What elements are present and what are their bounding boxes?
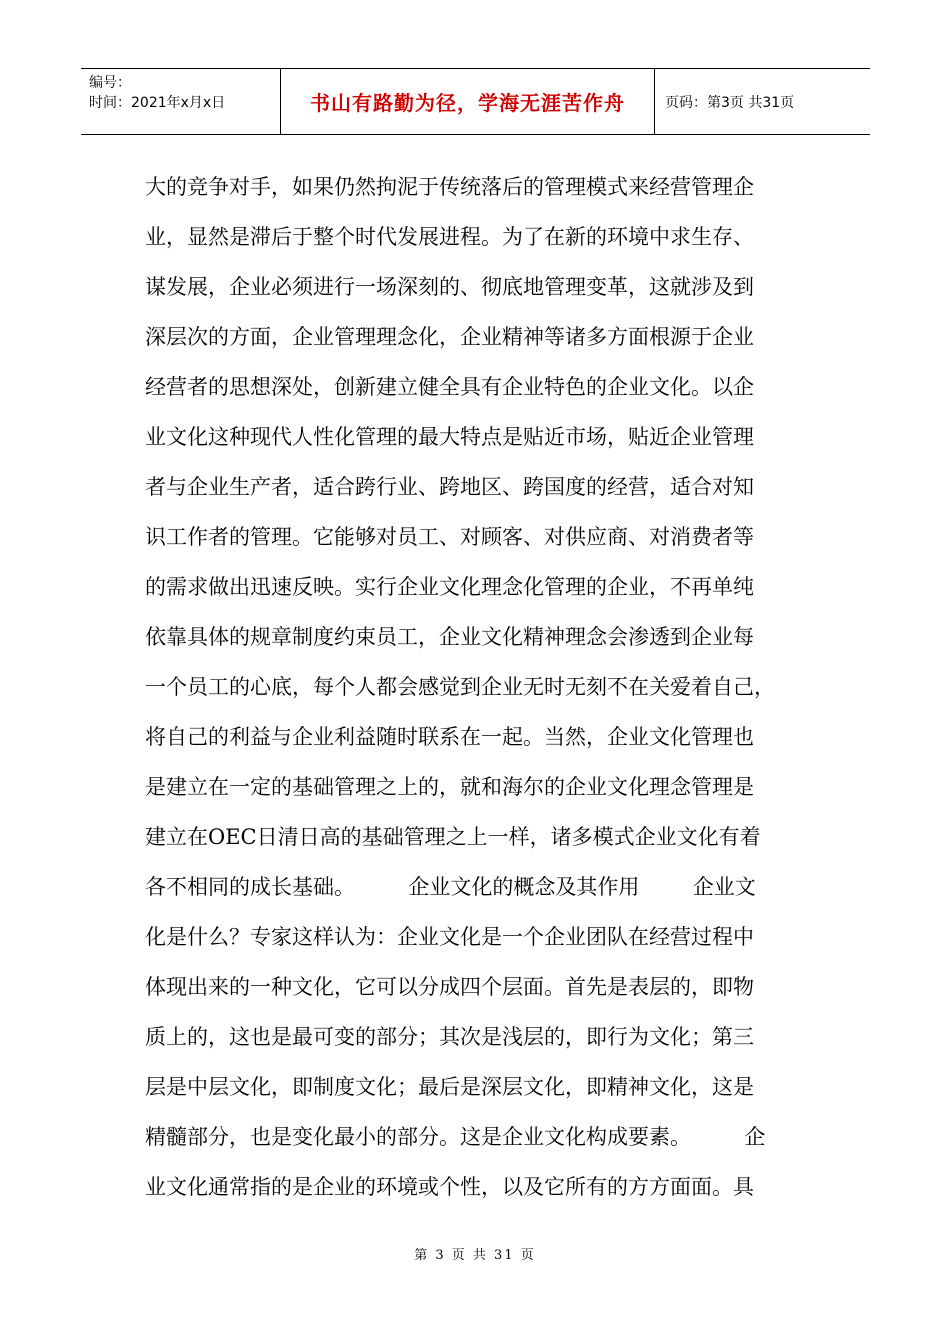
- body-line: 层是中层文化，即制度文化；最后是深层文化，即精神文化，这是: [145, 1075, 754, 1099]
- body-line: 是建立在一定的基础管理之上的，就和海尔的企业文化理念管理是: [145, 775, 754, 799]
- body-line: 建立在OEC日清日高的基础管理之上一样，诸多模式企业文化有着: [145, 825, 761, 849]
- document-body: [145, 162, 810, 1212]
- body-line: 识工作者的管理。它能够对员工、对顾客、对供应商、对消费者等: [145, 525, 754, 549]
- body-line: 谋发展，企业必须进行一场深刻的、彻底地管理变革，这就涉及到: [145, 275, 754, 299]
- body-line: 者与企业生产者，适合跨行业、跨地区、跨国度的经营，适合对知: [145, 475, 754, 499]
- body-line: 业文化通常指的是企业的环境或个性，以及它所有的方方面面。具: [145, 1175, 754, 1199]
- body-line: 各不相同的成长基础。 企业文化的概念及其作用 企业文: [145, 875, 756, 899]
- body-line: 经营者的思想深处，创新建立健全具有企业特色的企业文化。以企: [145, 375, 754, 399]
- header-page-info: 页码：第3页 共31页: [665, 94, 795, 111]
- header-motto: 书山有路勤为径，学海无涯苦作舟: [281, 69, 655, 134]
- page-header: [81, 68, 870, 135]
- page-footer: 第 3 页 共 31 页: [414, 1248, 536, 1263]
- header-meta: [81, 69, 281, 134]
- serial-label: 编号：: [89, 75, 131, 91]
- body-line: 一个员工的心底，每个人都会感觉到企业无时无刻不在关爱着自己，: [145, 675, 775, 699]
- body-line: 化是什么？专家这样认为：企业文化是一个企业团队在经营过程中: [145, 925, 754, 949]
- body-line: 深层次的方面，企业管理理念化，企业精神等诸多方面根源于企业: [145, 325, 754, 349]
- body-line: 大的竞争对手，如果仍然拘泥于传统落后的管理模式来经营管理企: [145, 175, 754, 199]
- body-line: 的需求做出迅速反映。实行企业文化理念化管理的企业，不再单纯: [145, 575, 754, 599]
- body-line: 质上的，这也是最可变的部分；其次是浅层的，即行为文化；第三: [145, 1025, 754, 1049]
- body-line: 依靠具体的规章制度约束员工，企业文化精神理念会渗透到企业每: [145, 625, 754, 649]
- body-line: 业，显然是滞后于整个时代发展进程。为了在新的环境中求生存、: [145, 225, 754, 249]
- body-line: 体现出来的一种文化，它可以分成四个层面。首先是表层的，即物: [145, 975, 754, 999]
- time-label: 时间：2021年x月x日: [89, 95, 226, 111]
- body-line: 业文化这种现代人性化管理的最大特点是贴近市场，贴近企业管理: [145, 425, 754, 449]
- body-line: 精髓部分，也是变化最小的部分。这是企业文化构成要素。 企: [145, 1125, 766, 1149]
- body-line: 将自己的利益与企业利益随时联系在一起。当然，企业文化管理也: [145, 725, 754, 749]
